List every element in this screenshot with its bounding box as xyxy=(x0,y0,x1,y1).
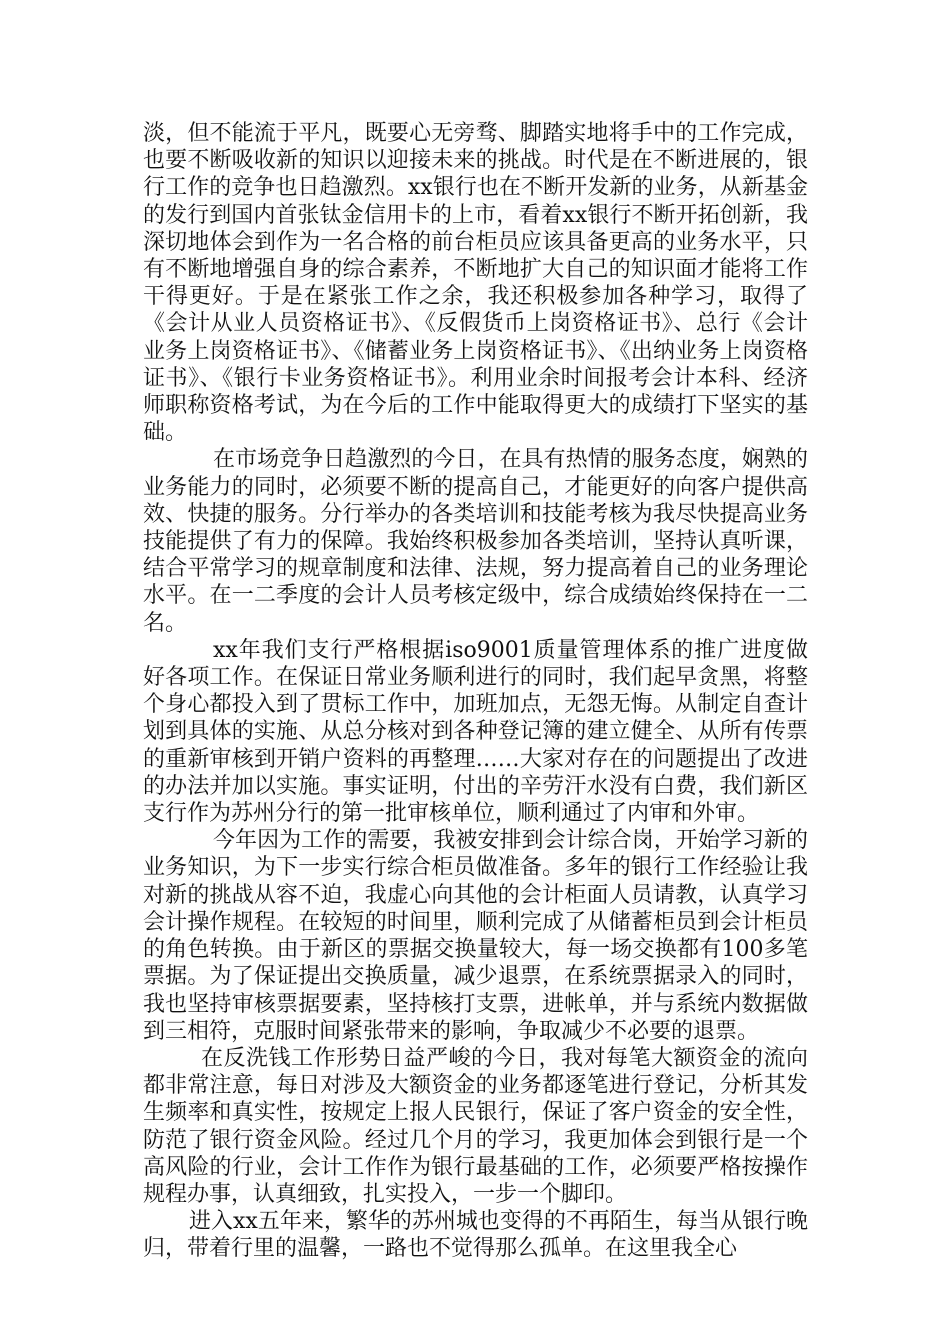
paragraph-5: 在反洗钱工作形势日益严峻的今日，我对每笔大额资金的流向都非常注意，每日对涉及大额资金的业务都逐笔进行登记，分析其发生频率和真实性，按规定上报人民银行，保证了客户资金的安全性，防范了银行资金风险。经过几个月的学习，我更加体会到银行是一个高风险的行业，会计工作作为银行最基础的工作，必须要严格按操作规程办事，认真细致，扎实投入，一步一个脚印。 xyxy=(143,1045,808,1207)
paragraph-6: 进入xx五年来，繁华的苏州城也变得的不再陌生，每当从银行晚归，带着行里的温馨，一路也不觉得那么孤单。在这里我全心 xyxy=(143,1209,808,1262)
paragraph-3: xx年我们支行严格根据iso9001质量管理体系的推广进度做好各项工作。在保证日常业务顺利进行的同时，我们起早贪黑，将整个身心都投入到了贯标工作中，加班加点，无怨无悔。从制定自查计划到具体的实施、从总分核对到各种登记簿的建立健全、从所有传票的重新审核到开销户资料的再整理……大家对存在的问题提出了改进的办法并加以实施。事实证明，付出的辛劳汗水没有白费，我们新区支行作为苏州分行的第一批审核单位，顺利通过了内审和外审。 xyxy=(143,637,808,827)
document-body xyxy=(143,120,808,1263)
paragraph-4: 今年因为工作的需要，我被安排到会计综合岗，开始学习新的业务知识，为下一步实行综合柜员做准备。多年的银行工作经验让我对新的挑战从容不迫，我虚心向其他的会计柜面人员请教，认真学习会计操作规程。在较短的时间里，顺利完成了从储蓄柜员到会计柜员的角色转换。由于新区的票据交换量较大，每一场交换都有100多笔票据。为了保证提出交换质量，减少退票，在系统票据录入的同时，我也坚持审核票据要素，坚持核打支票，进帐单，并与系统内数据做到三相符，克服时间紧张带来的影响，争取减少不必要的退票。 xyxy=(143,828,808,1044)
paragraph-1: 淡，但不能流于平凡，既要心无旁骛、脚踏实地将手中的工作完成，也要不断吸收新的知识以迎接未来的挑战。时代是在不断进展的，银行工作的竞争也日趋激烈。xx银行也在不断开发新的业务，从新基金的发行到国内首张钛金信用卡的上市，看着xx银行不断开拓创新，我深切地体会到作为一名合格的前台柜员应该具备更高的业务水平，只有不断地增强自身的综合素养，不断地扩大自己的知识面才能将工作干得更好。于是在紧张工作之余，我还积极参加各种学习，取得了《会计从业人员资格证书》、《反假货币上岗资格证书》、总行《会计业务上岗资格证书》、《储蓄业务上岗资格证书》、《出纳业务上岗资格证书》、《银行卡业务资格证书》。利用业余时间报考会计本科、经济师职称资格考试，为在今后的工作中能取得更大的成绩打下坚实的基础。 xyxy=(143,121,808,446)
paragraph-2: 在市场竞争日趋激烈的今日，在具有热情的服务态度，娴熟的业务能力的同时，必须要不断的提高自己，才能更好的向客户提供高效、快捷的服务。分行举办的各类培训和技能考核为我尽快提高业务技能提供了有力的保障。我始终积极参加各类培训，坚持认真听课，结合平常学习的规章制度和法律、法规，努力提高着自己的业务理论水平。在一二季度的会计人员考核定级中，综合成绩始终保持在一二名。 xyxy=(143,447,808,636)
